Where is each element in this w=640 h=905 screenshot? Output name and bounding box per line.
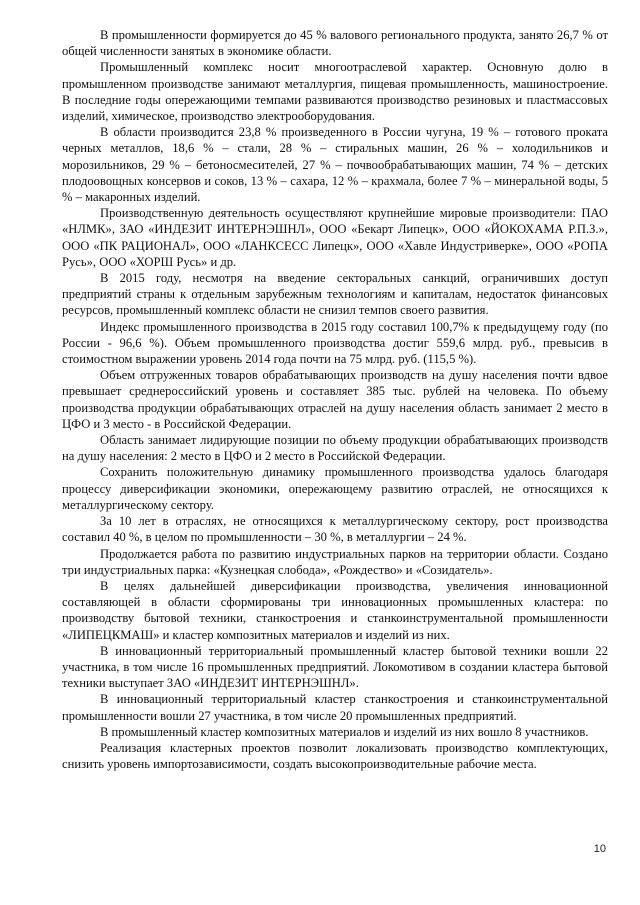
paragraph-appliance-cluster: В инновационный территориальный промышленный кластер бытовой техники вошли 22 участника, в том числе 16 промышленных предприятий. Локомотивом в создании кластера бытовой техники выступает ЗАО «ИНДЕЗИТ ИНТЕРНЭШНЛ». xyxy=(62,643,608,691)
paragraph-sanctions-2015: В 2015 году, несмотря на введение секторальных санкций, ограничивших доступ предприятий страны к отдельным зарубежным технологиям и капиталам, недостаток финансовых ресурсов, промышленный комплекс области не снизил темпов своего развития. xyxy=(62,271,608,318)
paragraph-industry-share: В промышленности формируется до 45 % валового регионального продукта, занято 26,7 % от общей численности занятых в экономике области. xyxy=(62,28,608,59)
paragraph-industrial-parks: Продолжается работа по развитию индустриальных парков на территории области. Создано три индустриальных парка: «Кузнецкая слобода», «Рождество» и «Созидатель». xyxy=(62,546,608,577)
paragraph-shipped-goods: Объем отгруженных товаров обрабатывающих производств на душу населения почти вдвое превышает среднероссийский уровень и составляет 385 тыс. рублей на человека. По объему производства продукции обрабатывающих отраслей на душу населения область занимает 2 место в ЦФО и 3 место - в Российской Федерации. xyxy=(62,368,608,431)
page-number: 10 xyxy=(593,843,606,855)
paragraph-machine-tool-cluster: В инновационный территориальный кластер станкостроения и станкоинструментальной промышленности вошли 27 участника, в том числе 20 промышленных предприятий. xyxy=(62,692,608,723)
paragraph-diversification-dynamics: Сохранить положительную динамику промышленного производства удалось благодаря процессу диверсификации экономики, опережающему развитию отраслей, не относящихся к металлургическому сектору. xyxy=(62,465,608,512)
paragraph-cluster-projects: Реализация кластерных проектов позволит локализовать производство комплектующих, снизить уровень импортозависимости, создать высокопроизводительные рабочие места. xyxy=(62,740,608,772)
paragraph-major-producers: Производственную деятельность осуществляют крупнейшие мировые производители: ПАО «НЛМК», ЗАО «ИНДЕЗИТ ИНТЕРНЭШНЛ», ООО «Бекарт Липецк», ООО «ЙОКОХАМА Р.П.З.», ООО «ПК РАЦИОНАЛ», ООО «ЛАНКСЕСС Липецк», ООО «Хавле Индустриверке», ООО «РОПА Русь», ООО «ХОРШ Русь» и др. xyxy=(62,206,608,269)
paragraph-industry-structure: Промышленный комплекс носит многоотраслевой характер. Основную долю в промышленном производстве занимают металлургия, пищевая промышленность, машиностроение. В последние годы опережающими темпами развиваются производство резиновых и пластмассовых изделий, химическое, производство электрооборудования. xyxy=(62,60,608,124)
paragraph-production-shares: В области производится 23,8 % произведенного в России чугуна, 19 % – готового проката черных металлов, 18,6 % – стали, 28 % – стиральных машин, 26 % – холодильников и морозильников, 29 % – бетоносмесителей, 27 % – почвообрабатывающих машин, 74 % – детских плодоовощных консервов и соков, 13 % – сахара, 12 % – крахмала, более 7 % – минеральной воды, 5 % – макаронных изделий. xyxy=(62,125,608,205)
paragraph-composite-cluster: В промышленный кластер композитных материалов и изделий из них вошло 8 участников. xyxy=(100,724,589,739)
document-body xyxy=(62,27,608,772)
paragraph-leading-positions: Область занимает лидирующие позиции по объему продукции обрабатывающих производств на душу населения: 2 место в ЦФО и 2 место в Российской Федерации. xyxy=(62,433,608,464)
paragraph-production-index: Индекс промышленного производства в 2015 году составил 100,7% к предыдущему году (по России - 96,6 %). Объем промышленного производства достиг 559,6 млрд. руб., превысив в стоимостном выражении уровень 2014 года почти на 75 млрд. руб. (115,5 %). xyxy=(62,319,608,367)
paragraph-ten-year-growth: За 10 лет в отраслях, не относящихся к металлургическому сектору, рост производства составил 40 %, в целом по промышленности – 30 %, в металлургии – 24 %. xyxy=(62,514,608,545)
paragraph-innovation-clusters: В целях дальнейшей диверсификации производства, увеличения инновационной составляющей в области сформированы три инновационных промышленных кластера: по производству бытовой техники, станкостроения и станкоинструментальной промышленности «ЛИПЕЦКМАШ» и кластер композитных материалов и изделий из них. xyxy=(62,578,608,642)
